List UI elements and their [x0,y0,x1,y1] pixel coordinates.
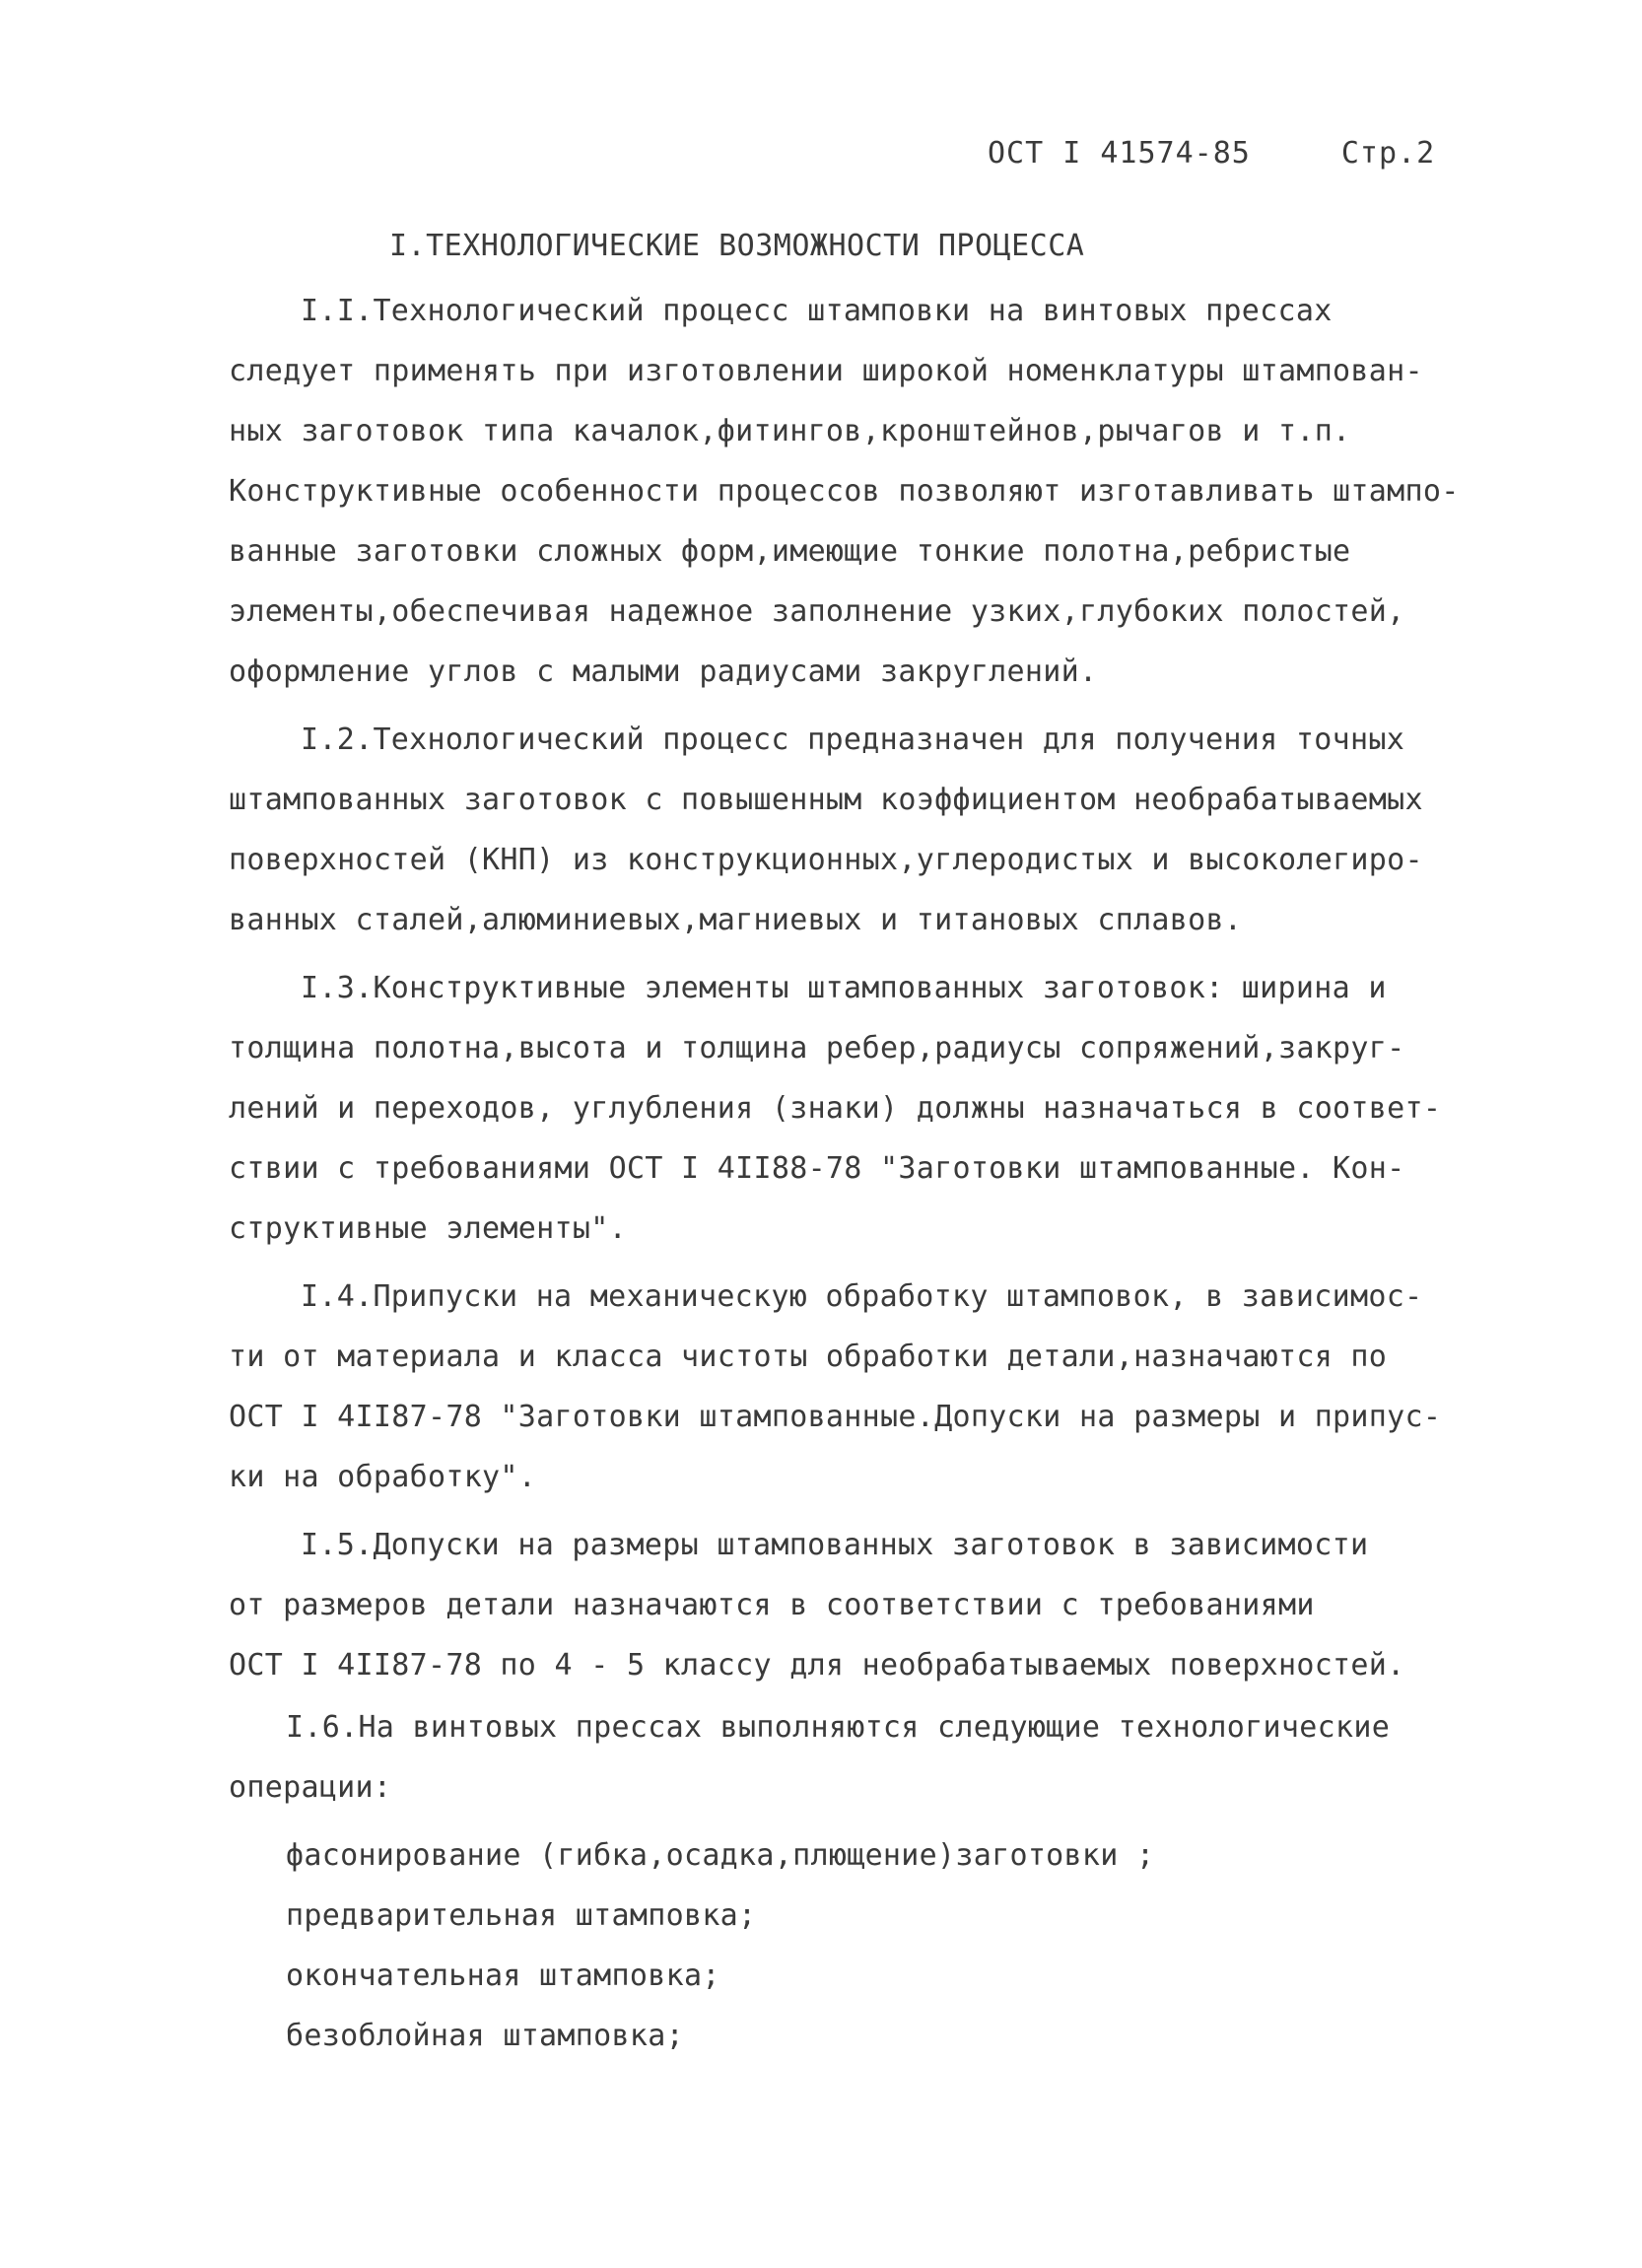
page-header [988,136,1435,171]
text-line: I.6.На винтовых прессах выполняются следующие технологические [286,1710,1391,1745]
section-title: I.ТЕХНОЛОГИЧЕСКИЕ ВОЗМОЖНОСТИ ПРОЦЕССА [389,229,1085,263]
text-line: элементы,обеспечивая надежное заполнение узких,глубоких полостей, [229,594,1405,629]
list-item: безоблойная штамповка; [286,2019,684,2053]
text-line: I.4.Припуски на механическую обработку штамповок, в зависимос- [301,1279,1423,1314]
list-item: фасонирование (гибка,осадка,плющение)заготовки ; [286,1838,1155,1873]
text-line: I.3.Конструктивные элементы штампованных заготовок: ширина и [301,971,1387,1005]
text-line: толщина полотна,высота и толщина ребер,радиусы сопряжений,закруг- [229,1031,1405,1065]
text-line: Конструктивные особенности процессов позволяют изготавливать штампо- [229,474,1460,509]
text-line: оформление углов с малыми радиусами закруглений. [229,654,1098,689]
text-line: ванных сталей,алюминиевых,магниевых и титановых сплавов. [229,903,1243,937]
text-line: штампованных заготовок с повышенным коэффициентом необрабатываемых [229,783,1423,817]
text-line: операции: [229,1770,392,1805]
text-line: ОСТ I 4II87-78 по 4 - 5 классу для необрабатываемых поверхностей. [229,1648,1405,1683]
text-line: ванные заготовки сложных форм,имеющие тонкие полотна,ребристые [229,534,1351,569]
list-item: предварительная штамповка; [286,1898,757,1933]
text-line: ОСТ I 4II87-78 "Заготовки штампованные.Допуски на размеры и припус- [229,1400,1442,1434]
text-line: ных заготовок типа качалок,фитингов,кронштейнов,рычагов и т.п. [229,414,1351,448]
text-line: структивные элементы". [229,1211,627,1246]
text-line: лений и переходов, углубления (знаки) должны назначаться в соответ- [229,1091,1442,1126]
text-line: I.I.Технологический процесс штамповки на винтовых прессах [301,294,1333,328]
text-line: I.2.Технологический процесс предназначен для получения точных [301,722,1405,757]
page-number: Стр.2 [1340,136,1436,171]
text-line: ти от материала и класса чистоты обработки детали,назначаются по [229,1340,1388,1374]
text-line: от размеров детали назначаются в соответствии с требованиями [229,1588,1315,1622]
text-line: поверхностей (КНП) из конструкционных,углеродистых и высоколегиро- [229,843,1423,877]
text-line: ки на обработку". [229,1460,537,1494]
doc-code: ОСТ I 41574-85 [988,136,1251,171]
text-line: ствии с требованиями ОСТ I 4II88-78 "Заготовки штампованные. Кон- [229,1151,1405,1186]
text-line: I.5.Допуски на размеры штампованных заготовок в зависимости [301,1528,1369,1562]
text-line: следует применять при изготовлении широкой номенклатуры штампован- [229,354,1423,388]
list-item: окончательная штамповка; [286,1959,720,1993]
